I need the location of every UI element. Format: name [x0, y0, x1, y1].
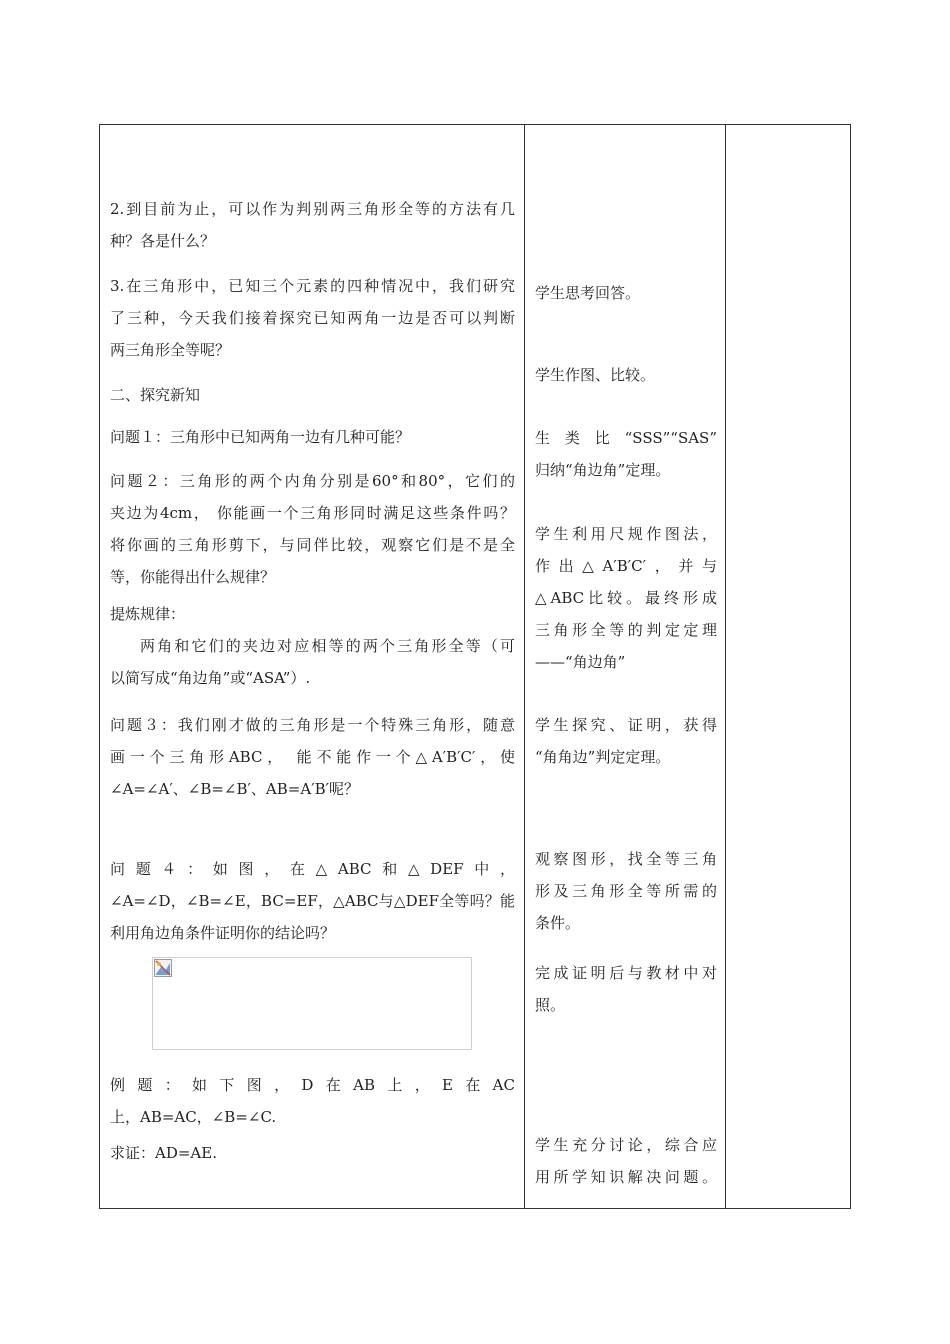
- example-line-1: 例题：如下图，D在AB上，E在AC: [110, 1076, 515, 1094]
- response-8-line-2: 用所学知识解决问题。: [535, 1168, 717, 1186]
- problem-4-line-2: ∠A=∠D，∠B=∠E，BC=EF，△ABC与△DEF全等吗？能: [110, 892, 515, 910]
- response-5-line-1: 学生探究、证明，获得: [535, 716, 717, 734]
- question-2-line-2: 种？各是什么？: [110, 232, 216, 250]
- section-heading: 二、探究新知: [110, 386, 201, 404]
- rule-heading: 提炼规律：: [110, 605, 186, 623]
- problem-3-line-2: 画一个三角形ABC， 能不能作一个△A′B′C′，使: [110, 748, 515, 766]
- response-6-line-3: 条件。: [535, 914, 581, 932]
- problem-2-line-1: 问题２：三角形的两个内角分别是60°和80°，它们的: [110, 472, 515, 490]
- response-6-line-2: 形及三角形全等所需的: [535, 882, 717, 900]
- response-3-line-2: 归纳“角边角”定理。: [535, 461, 671, 479]
- broken-image-icon: [154, 959, 172, 977]
- problem-3-line-3: ∠A=∠A′、∠B=∠B′、AB=A′B′呢？: [110, 780, 360, 798]
- response-4-line-4: 三角形全等的判定定理: [535, 621, 717, 639]
- question-3-line-3: 两三角形全等呢？: [110, 341, 231, 359]
- problem-4-line-3: 利用角边角条件证明你的结论吗？: [110, 924, 336, 942]
- notes-column: [726, 125, 850, 1208]
- student-activity-column: [525, 125, 725, 1208]
- response-5-line-2: “角角边”判定定理。: [535, 748, 671, 766]
- response-3-line-1: 生类比“SSS”“SAS”: [535, 429, 717, 447]
- problem-1: 问题１：三角形中已知两角一边有几种可能？: [110, 428, 411, 446]
- rule-line-1: 两角和它们的夹边对应相等的两个三角形全等（可: [140, 637, 515, 655]
- figure-image-placeholder: [152, 957, 472, 1050]
- response-4-line-2: 作出△A′B′C′，并与: [535, 557, 717, 575]
- problem-3-line-1: 问题３：我们刚才做的三角形是一个特殊三角形，随意: [110, 716, 515, 734]
- lesson-table: [99, 124, 851, 1209]
- response-4-line-1: 学生利用尺规作图法，: [535, 525, 717, 543]
- response-7-line-2: 照。: [535, 996, 566, 1014]
- response-6-line-1: 观察图形，找全等三角: [535, 850, 717, 868]
- rule-line-2: 以简写成“角边角”或“ASA”）.: [110, 669, 311, 687]
- response-2: 学生作图、比较。: [535, 366, 656, 384]
- example-line-2: 上，AB=AC，∠B=∠C.: [110, 1108, 277, 1126]
- response-7-line-1: 完成证明后与教材中对: [535, 964, 717, 982]
- problem-2-line-4: 等，你能得出什么规律？: [110, 568, 276, 586]
- prove-statement: 求证：AD=AE.: [110, 1144, 217, 1162]
- response-4-line-3: △ABC比较。最终形成: [535, 589, 717, 607]
- teaching-content-column: [100, 125, 524, 1208]
- response-1: 学生思考回答。: [535, 284, 641, 302]
- response-8-line-1: 学生充分讨论，综合应: [535, 1136, 717, 1154]
- problem-4-line-1: 问题４：如图，在△ABC和△DEF中，: [110, 860, 515, 878]
- question-3-line-2: 了三种，今天我们接着探究已知两角一边是否可以判断: [110, 309, 515, 327]
- problem-2-line-2: 夹边为4cm， 你能画一个三角形同时满足这些条件吗？: [110, 504, 515, 522]
- question-3-line-1: 3.在三角形中，已知三个元素的四种情况中，我们研究: [110, 277, 515, 295]
- problem-2-line-3: 将你画的三角形剪下，与同伴比较，观察它们是不是全: [110, 536, 515, 554]
- question-2-line-1: 2.到目前为止，可以作为判别两三角形全等的方法有几: [110, 200, 515, 218]
- response-4-line-5: ——“角边角”: [535, 653, 626, 671]
